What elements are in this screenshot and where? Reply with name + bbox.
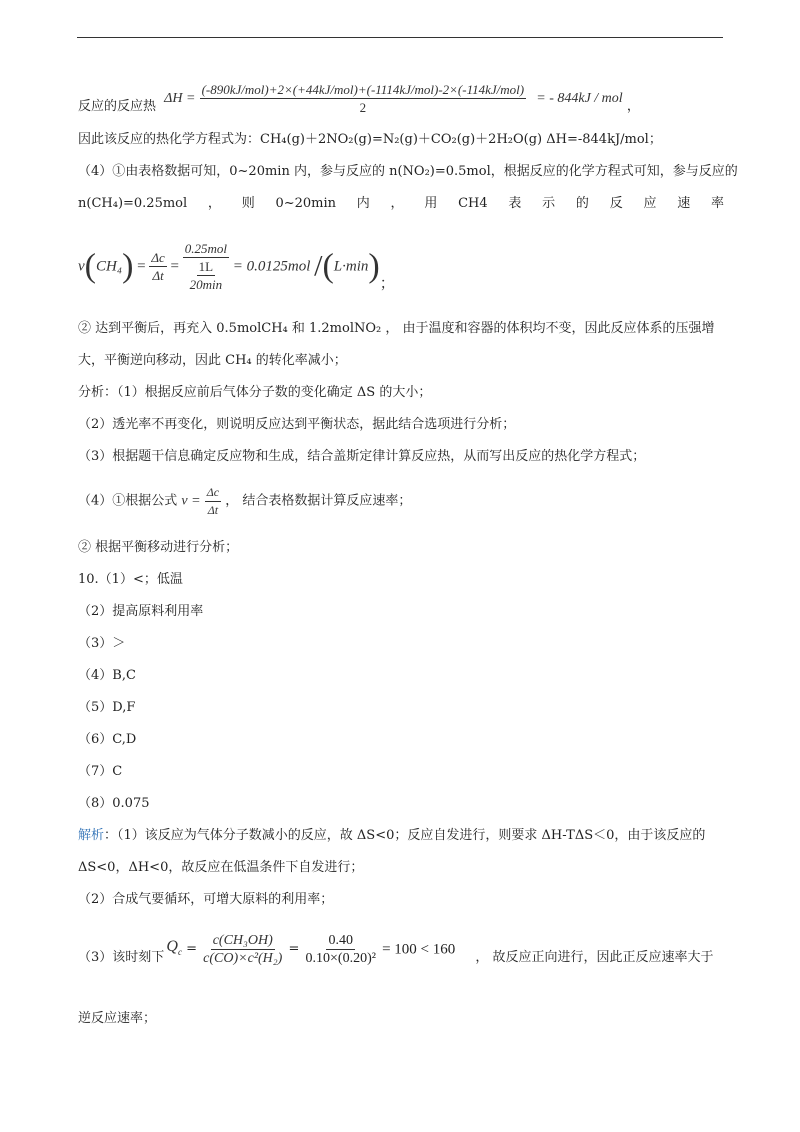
- rate-result: = 0.0125mol: [232, 258, 311, 275]
- slash-icon: /: [314, 249, 323, 283]
- q10-answer-4: （4）B,C: [78, 668, 136, 683]
- dt-denominator: Δt: [207, 503, 219, 517]
- qc-denominator: c(CO)×c²(H₂): [203, 951, 283, 966]
- rate-intro-token: CH4: [458, 196, 488, 211]
- rate-formula-pre: （4）①根据公式: [78, 493, 178, 509]
- q10-answer-6: （6）C,D: [78, 732, 137, 747]
- qc-letter: Q: [166, 937, 178, 955]
- qc-sub: c: [177, 947, 182, 958]
- time-value: 20min: [189, 277, 223, 292]
- qc-value-fraction: [304, 932, 378, 967]
- analysis-line-1: 分析：（1）根据反应前后气体分子数的变化确定 ΔS 的大小；: [78, 385, 432, 400]
- delta-h-symbol: ΔH =: [164, 90, 196, 106]
- equals-sign: =: [170, 258, 179, 275]
- rate-intro-token: 则: [241, 196, 255, 211]
- reaction-heat-end: ，: [626, 99, 640, 114]
- rate-formula-post: ， 结合表格数据计算反应速率；: [225, 493, 412, 509]
- analysis-para-1: [78, 827, 705, 845]
- paren: (: [322, 247, 334, 285]
- reaction-heat-line: [78, 72, 640, 116]
- part4-intro-line: （4）①由表格数据可知，0~20min 内，参与反应的 n(NO₂)=0.5mol，根据反应的化学方程式可知，参与反应的: [78, 164, 738, 179]
- qc-symbol: [166, 937, 182, 958]
- rate-intro-token: 表: [508, 196, 522, 211]
- rate-formula: [78, 240, 395, 293]
- v-equals: v =: [181, 493, 201, 509]
- rate-intro-token: 示: [542, 196, 556, 211]
- equals-sign: =: [288, 941, 300, 957]
- qc-value-numerator: 0.40: [328, 933, 353, 948]
- reaction-heat-numerator: (-890kJ/mol)+2×(+44kJ/mol)+(-1114kJ/mol)-2×(-114kJ/mol): [201, 82, 525, 97]
- rate-intro-token: ，: [207, 196, 221, 211]
- analysis-para-2: ΔS<0，ΔH<0，故反应在低温条件下自发进行；: [78, 860, 364, 875]
- q10-answer-2: （2）提高原料利用率: [78, 604, 204, 619]
- analysis-para-3: （2）合成气要循环，可增大原料的利用率；: [78, 892, 334, 907]
- rate-unit: L·min: [333, 258, 369, 275]
- qc-numerator: c(CH₃OH): [212, 933, 273, 948]
- dc-dt-fraction: [149, 249, 166, 284]
- paren: ): [368, 247, 380, 285]
- rate-end: ；: [379, 276, 395, 292]
- rate-intro-line: [78, 195, 724, 213]
- rate-v-symbol: v: [78, 258, 85, 275]
- rate-intro-token: 反: [609, 196, 623, 211]
- rate-species: CH₄: [96, 258, 123, 275]
- rate-intro-token: 率: [710, 196, 724, 211]
- thermo-equation-line: 因此该反应的热化学方程式为：CH₄(g)＋2NO₂(g)=N₂(g)＋CO₂(g)＋2H₂O(g) ΔH=-844kJ/mol；: [78, 132, 662, 147]
- analysis-line-2: （2）透光率不再变化，则说明反应达到平衡状态，据此结合选项进行分析；: [78, 417, 516, 432]
- moles-value: 0.25mol: [184, 241, 227, 256]
- rate-formula-line: [78, 484, 411, 519]
- rate-intro-token: 0~20min: [275, 196, 337, 211]
- reaction-heat-label: 反应的反应热: [78, 99, 157, 114]
- qc-pre-text: （3）该时刻下: [78, 950, 165, 965]
- dc-numerator: Δc: [205, 484, 221, 502]
- dc-dt-fraction-small: [205, 484, 221, 519]
- q10-answer-1: 10.（1）<；低温: [78, 572, 183, 587]
- reaction-heat-denominator: 2: [359, 100, 367, 115]
- q10-answer-3: （3）＞: [78, 636, 126, 651]
- analysis-para-5: 逆反应速率；: [78, 1011, 157, 1026]
- equals-sign: =: [186, 941, 198, 957]
- rate-intro-token: 内: [356, 196, 370, 211]
- q10-answer-7: （7）C: [78, 764, 123, 779]
- analysis-text-1: ：（1）该反应为气体分子数减小的反应，故 ΔS<0；反应自发进行，则要求 ΔH-TΔS＜0，由于该反应的: [104, 828, 706, 843]
- compound-fraction: [183, 240, 229, 293]
- qc-fraction: [201, 932, 284, 967]
- equilibrium-line-1: ② 达到平衡后，再充入 0.5molCH₄ 和 1.2molNO₂ ， 由于温度和容器的体积均不变，因此反应体系的压强增: [78, 321, 715, 336]
- volume-value: 1L: [198, 259, 214, 274]
- reaction-heat-fraction: [200, 81, 527, 116]
- qc-value-denominator: 0.10×(0.20)²: [305, 951, 376, 966]
- analysis-label: 解析: [78, 828, 105, 843]
- equals-sign: =: [137, 258, 146, 275]
- rate-intro-token: 的: [575, 196, 589, 211]
- rate-intro-token: ，: [390, 196, 404, 211]
- equilibrium-shift-line: ② 根据平衡移动进行分析；: [78, 540, 239, 555]
- rate-intro-token: n(CH₄)=0.25mol: [78, 196, 188, 211]
- rate-intro-token: 应: [643, 196, 657, 211]
- paren: (: [84, 247, 96, 285]
- equilibrium-line-2: 大，平衡逆向移动，因此 CH₄ 的转化率减小；: [78, 353, 347, 368]
- qc-post-text: ， 故反应正向进行，因此正反应速率大于: [475, 950, 714, 965]
- dc-numerator: Δc: [151, 250, 165, 265]
- qc-formula-line: [78, 932, 714, 967]
- q10-answer-5: （5）D,F: [78, 700, 136, 715]
- rate-intro-token: 速: [677, 196, 691, 211]
- rate-intro-token: 用: [424, 196, 438, 211]
- dt-denominator: Δt: [152, 268, 164, 283]
- header-rule: [77, 37, 723, 38]
- analysis-line-3: （3）根据题干信息确定反应物和生成，结合盖斯定律计算反应热，从而写出反应的热化学方程式；: [78, 449, 646, 464]
- qc-result: = 100 < 160: [382, 941, 456, 958]
- paren: ): [122, 247, 134, 285]
- reaction-heat-result: = - 844kJ / mol: [536, 90, 623, 106]
- q10-answer-8: （8）0.075: [78, 796, 150, 811]
